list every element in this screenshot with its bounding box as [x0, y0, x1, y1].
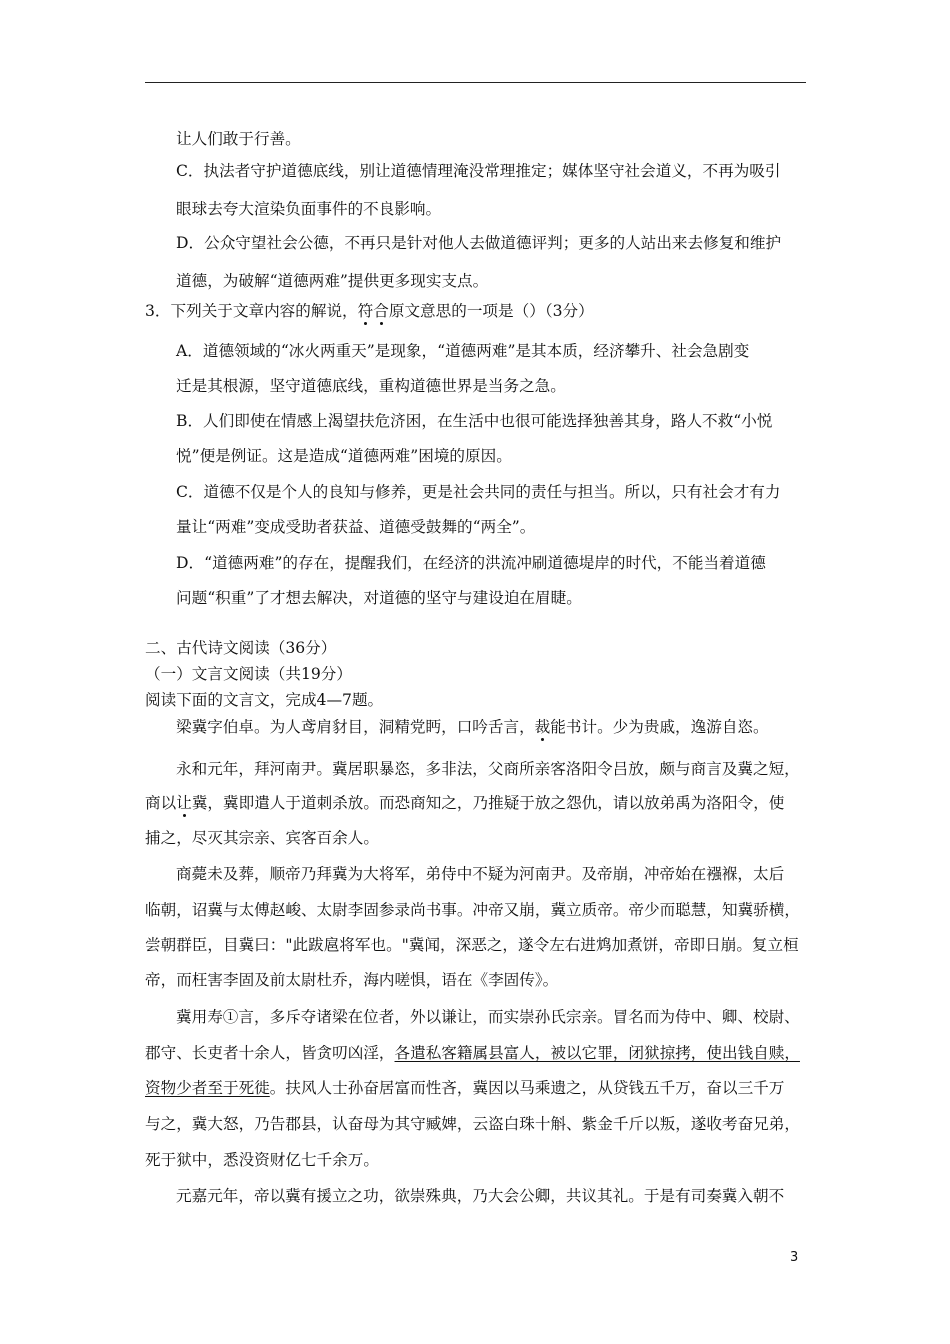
passage-text: 冀，冀即遣人于道刺杀放。而恐商知之，乃推疑于放之怨仇，请以放弟禹为洛阳令，使 [191, 794, 785, 812]
passage-p2-line1: 永和元年，拜河南尹。冀居职暴恣，多非法，父商所亲客洛阳令吕放，颇与商言及冀之短， [176, 760, 800, 778]
passage-p4-line4: 与之，冀大怒，乃告郡县，认奋母为其守臧婢，云盗白珠十斛、紫金千斤以叛，遂收考奋兄弟， [145, 1115, 800, 1133]
passage-p4-line2 [145, 1042, 800, 1064]
passage-text: 梁冀字伯卓。为人鸢肩豺目，洞精党眄，口吟舌言， [176, 718, 535, 736]
passage-p3-line2: 临朝，诏冀与太傅赵峻、太尉李固参录尚书事。冲帝又崩，冀立质帝。帝少而聪慧，知冀骄横， [145, 901, 800, 919]
passage-text: 商以 [145, 794, 177, 812]
option-c-line2: 眼球去夸大渲染负面事件的不良影响。 [176, 200, 442, 218]
emphasis-dot-char: 裁 [534, 718, 551, 736]
subsection-heading: （一）文言文阅读（共19分） [145, 665, 352, 683]
q3-option-d-line1: D．“道德两难”的存在，提醒我们，在经济的洪流冲刷道德堤岸的时代，不能当着道德 [176, 554, 766, 572]
passage-p4-line1: 冀用寿①言，多斥夺诸梁在位者，外以谦让，而实崇孙氏宗亲。冒名而为侍中、卿、校尉、 [176, 1008, 800, 1026]
passage-text: 郡守、长吏者十余人，皆贪叨凶淫， [145, 1044, 395, 1062]
passage-p2-line2 [145, 792, 784, 814]
passage-p3-line4: 帝，而枉害李固及前太尉杜乔，海内嗟惧，语在《李固传》。 [145, 971, 559, 989]
option-c-line1: C．执法者守护道德底线，别让道德情理淹没常理推定；媒体坚守社会道义，不再为吸引 [176, 162, 781, 180]
q3-option-a-line2: 迁是其根源，坚守道德底线，重构道德世界是当务之急。 [176, 377, 566, 395]
passage-p3-line1: 商薨未及葬，顺帝乃拜冀为大将军，弟侍中不疑为河南尹。及帝崩，冲帝始在襁褓，太后 [176, 865, 785, 883]
q3-option-b-line1: B．人们即使在情感上渴望扶危济困，在生活中也很可能选择独善其身，路人不救“小悦 [176, 412, 773, 430]
page-number: 3 [790, 1250, 799, 1265]
underlined-sentence: 各遣私客籍属县富人，被以它罪，闭狱掠拷，使出钱自赎， [394, 1044, 800, 1062]
question-3-stem [145, 300, 594, 322]
q3-option-b-line2: 悦”便是例证。这是造成“道德两难”困境的原因。 [176, 447, 512, 465]
reading-instruction: 阅读下面的文言文，完成4—7题。 [145, 691, 384, 709]
question-3-stem-post: 原文意思的一项是（）（3分） [388, 302, 594, 320]
passage-p4-line3 [145, 1077, 784, 1099]
header-rule [145, 82, 806, 83]
option-d-line1: D．公众守望社会公德，不再只是针对他人去做道德评判；更多的人站出来去修复和维护 [176, 234, 782, 252]
emphasis-dot-char: 符 [357, 302, 374, 320]
passage-p2-line3: 捕之，尽灭其宗亲、宾客百余人。 [145, 829, 379, 847]
emphasis-dot-char: 合 [373, 302, 389, 320]
section-heading: 二、古代诗文阅读（36分） [145, 639, 337, 657]
q3-option-a-line1: A．道德领域的“冰火两重天”是现象，“道德两难”是其本质，经济攀升、社会急剧变 [176, 342, 750, 360]
passage-p3-line3: 尝朝群臣，目冀曰："此跋扈将军也。"冀闻，深恶之，遂令左右进鸩加煮饼，帝即日崩。复立桓 [145, 936, 799, 954]
passage-text: 。扶风人士孙奋居富而性吝，冀因以马乘遗之，从贷钱五千万，奋以三千万 [269, 1079, 785, 1097]
q3-option-c-line2: 量让“两难”变成受助者获益、道德受鼓舞的“两全”。 [176, 518, 536, 536]
q3-option-d-line2: 问题“积重”了才想去解决，对道德的坚守与建设迫在眉睫。 [176, 589, 582, 607]
question-3-stem-pre: 3．下列关于文章内容的解说， [145, 302, 358, 320]
q3-option-c-line1: C．道德不仅是个人的良知与修养，更是社会共同的责任与担当。所以，只有社会才有力 [176, 483, 781, 501]
passage-p1 [176, 716, 769, 738]
option-d-line2: 道德，为破解“道德两难”提供更多现实支点。 [176, 272, 489, 290]
underlined-sentence: 资物少者至于死徙 [145, 1079, 270, 1097]
passage-text: 能书计。少为贵戚，逸游自恣。 [550, 718, 769, 736]
option-b-tail: 让人们敢于行善。 [176, 130, 301, 148]
passage-p5-line1: 元嘉元年，帝以冀有援立之功，欲崇殊典，乃大会公卿，共议其礼。于是有司奏冀入朝不 [176, 1187, 785, 1205]
emphasis-dot-char: 让 [176, 794, 192, 812]
passage-p4-line5: 死于狱中，悉没资财亿七千余万。 [145, 1151, 379, 1169]
